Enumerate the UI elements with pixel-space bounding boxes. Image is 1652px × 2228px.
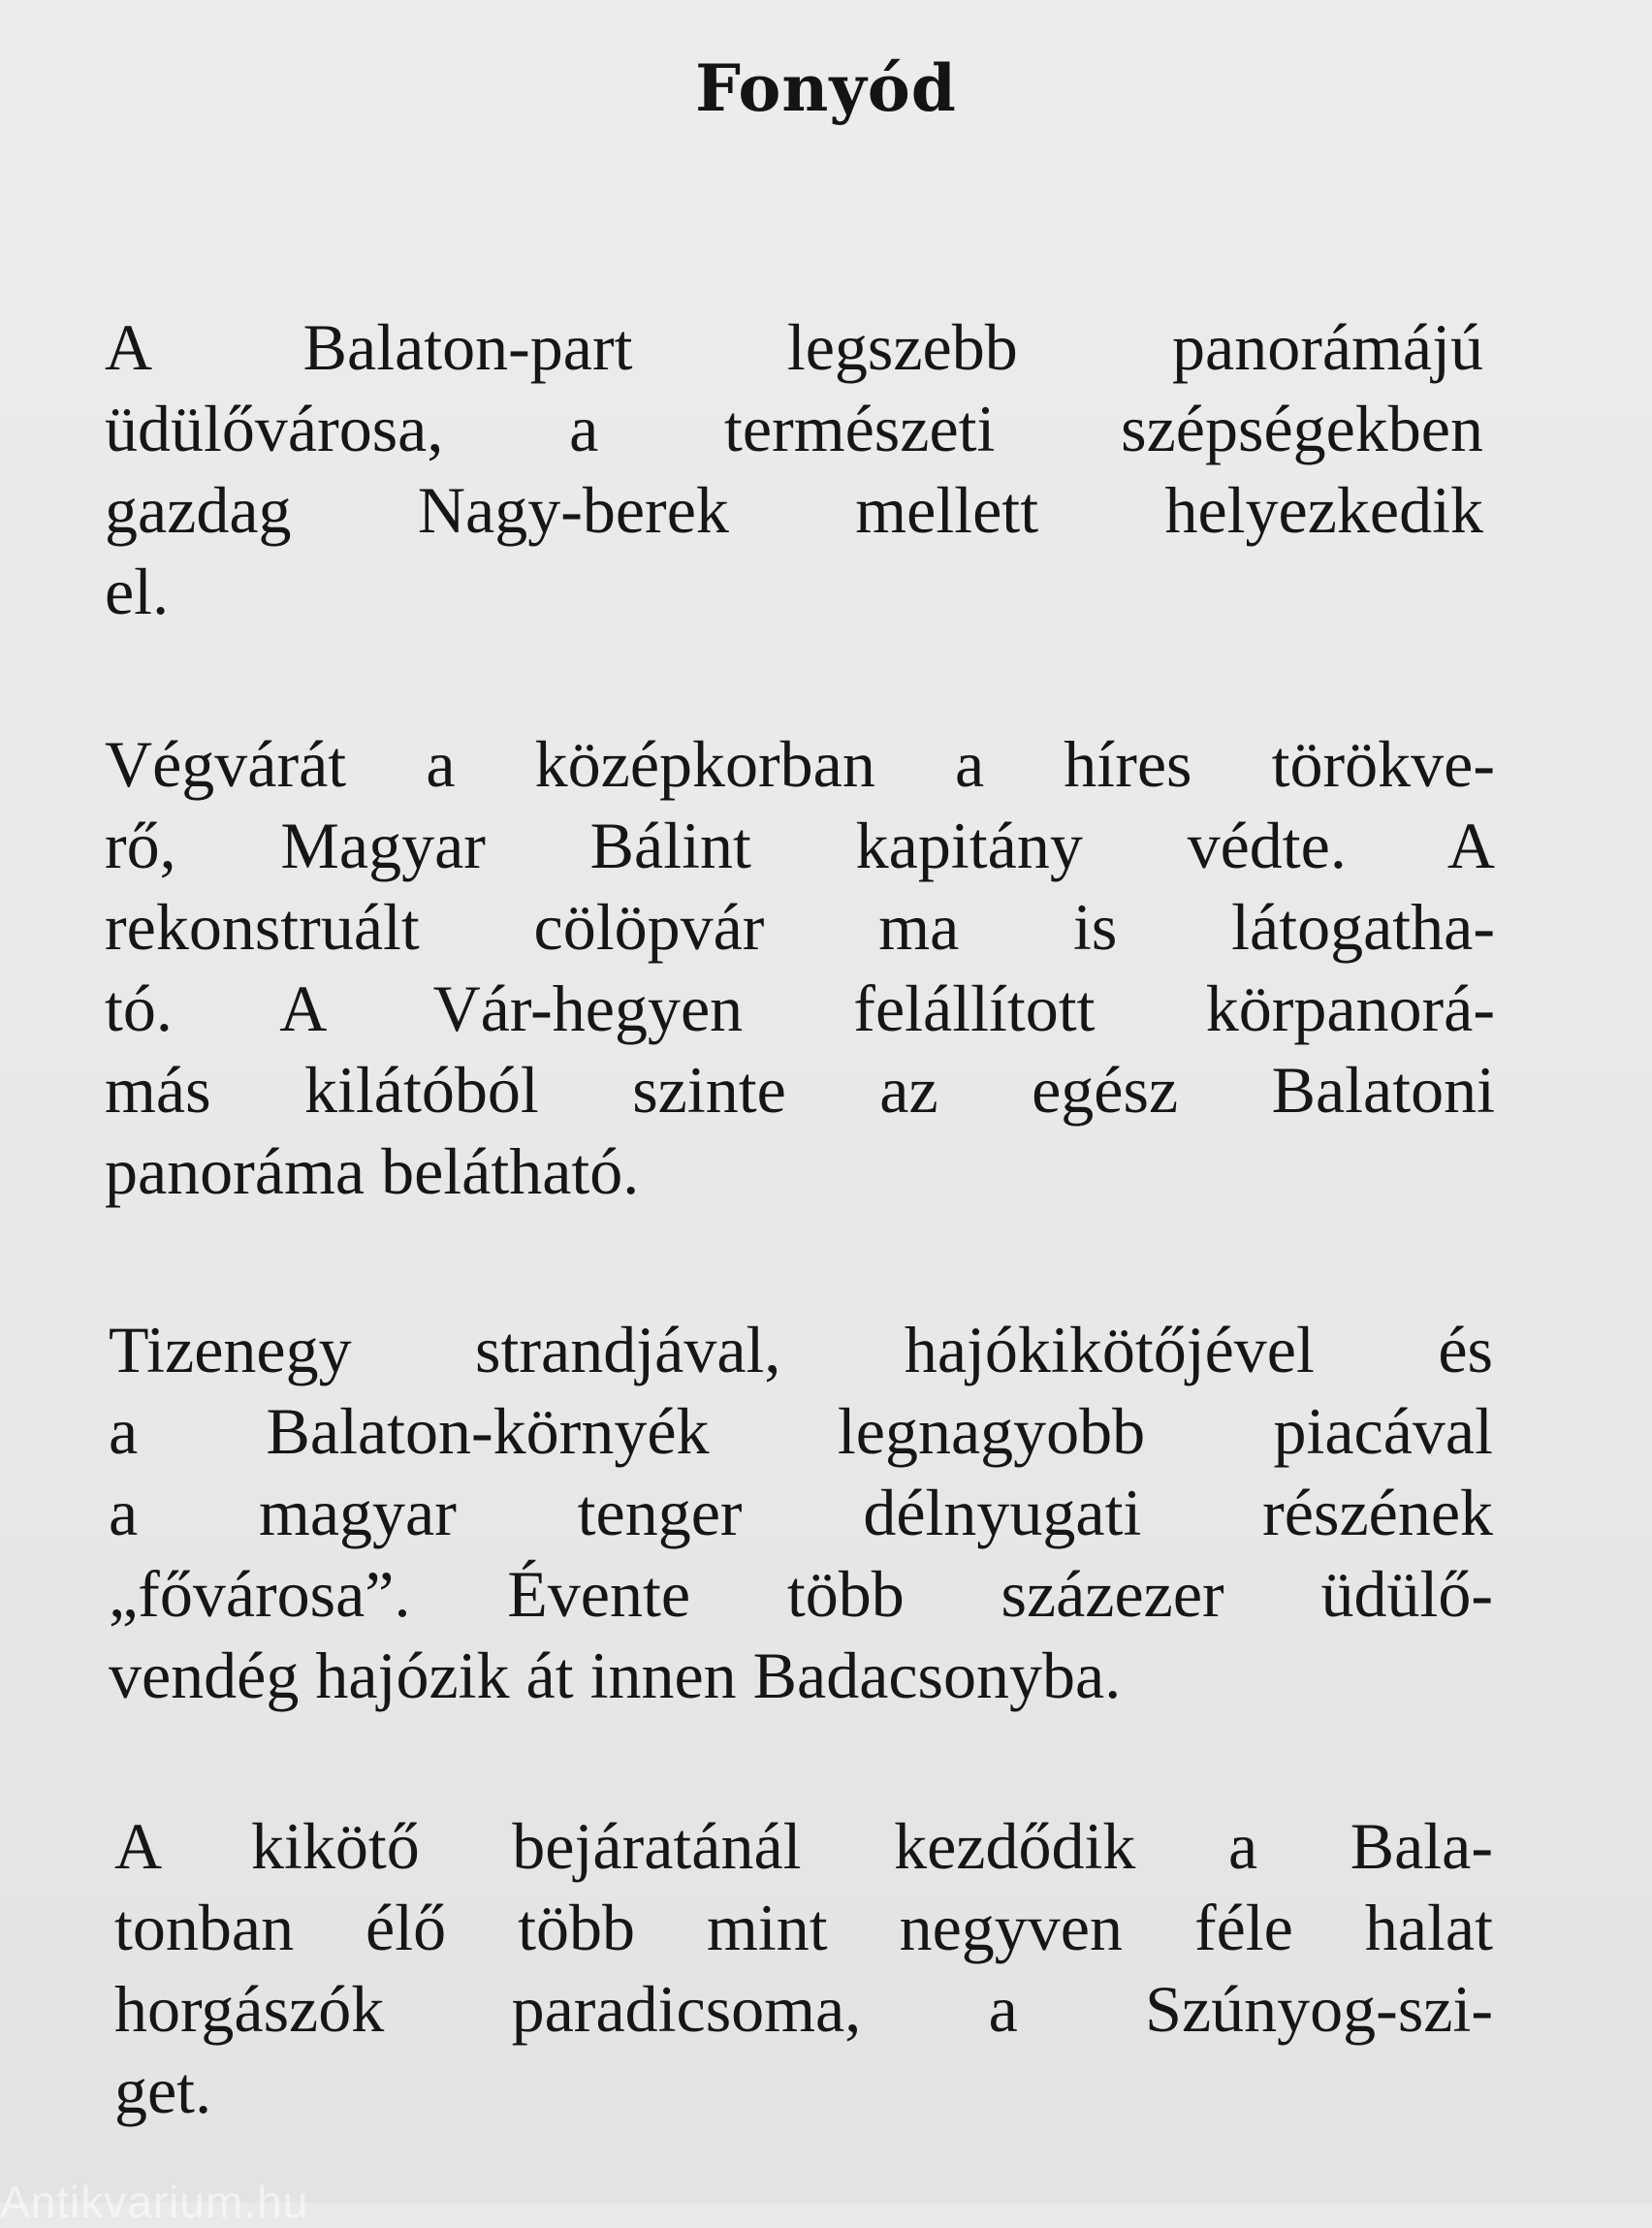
text-line: üdülővárosa, a természeti szépségekben: [105, 392, 1483, 465]
text-line: más kilátóból szinte az egész Balatoni: [105, 1053, 1495, 1127]
text-line: rő, Magyar Bálint kapitány védte. A: [105, 809, 1495, 882]
watermark: Antikvarium.hu: [0, 2177, 309, 2227]
text-line: Végvárát a középkorban a híres törökve-: [105, 727, 1495, 801]
text-line: a Balaton-környék legnagyobb piacával: [109, 1394, 1493, 1468]
page-title: Fonyód: [695, 50, 957, 126]
text-line: A Balaton-part legszebb panorámájú: [105, 310, 1483, 384]
text-line: a magyar tenger délnyugati részének: [109, 1476, 1493, 1549]
text-line: A kikötő bejáratánál kezdődik a Bala-: [114, 1809, 1493, 1883]
text-line: tó. A Vár-hegyen felállított körpanorá-: [105, 971, 1495, 1045]
text-line: tonban élő több mint negyven féle halat: [114, 1891, 1493, 1964]
text-line: el.: [105, 555, 170, 628]
paragraph-1: [105, 306, 1483, 632]
text-line: horgászók paradicsoma, a Szúnyog-szi-: [114, 1972, 1493, 2046]
text-line: panoráma belátható.: [105, 1134, 640, 1208]
text-line: rekonstruált cölöpvár ma is látogatha-: [105, 890, 1495, 964]
text-line: gazdag Nagy-berek mellett helyezkedik: [105, 473, 1483, 547]
text-line: get.: [114, 2053, 212, 2127]
paragraph-4: [114, 1805, 1493, 2131]
text-line: vendég hajózik át innen Badacsonyba.: [109, 1639, 1122, 1712]
paragraph-2: [105, 723, 1495, 1212]
text-line: „fővárosa”. Évente több százezer üdülő-: [109, 1557, 1493, 1631]
text-line: Tizenegy strandjával, hajókikötőjével és: [109, 1313, 1493, 1386]
paragraph-3: [109, 1309, 1493, 1716]
